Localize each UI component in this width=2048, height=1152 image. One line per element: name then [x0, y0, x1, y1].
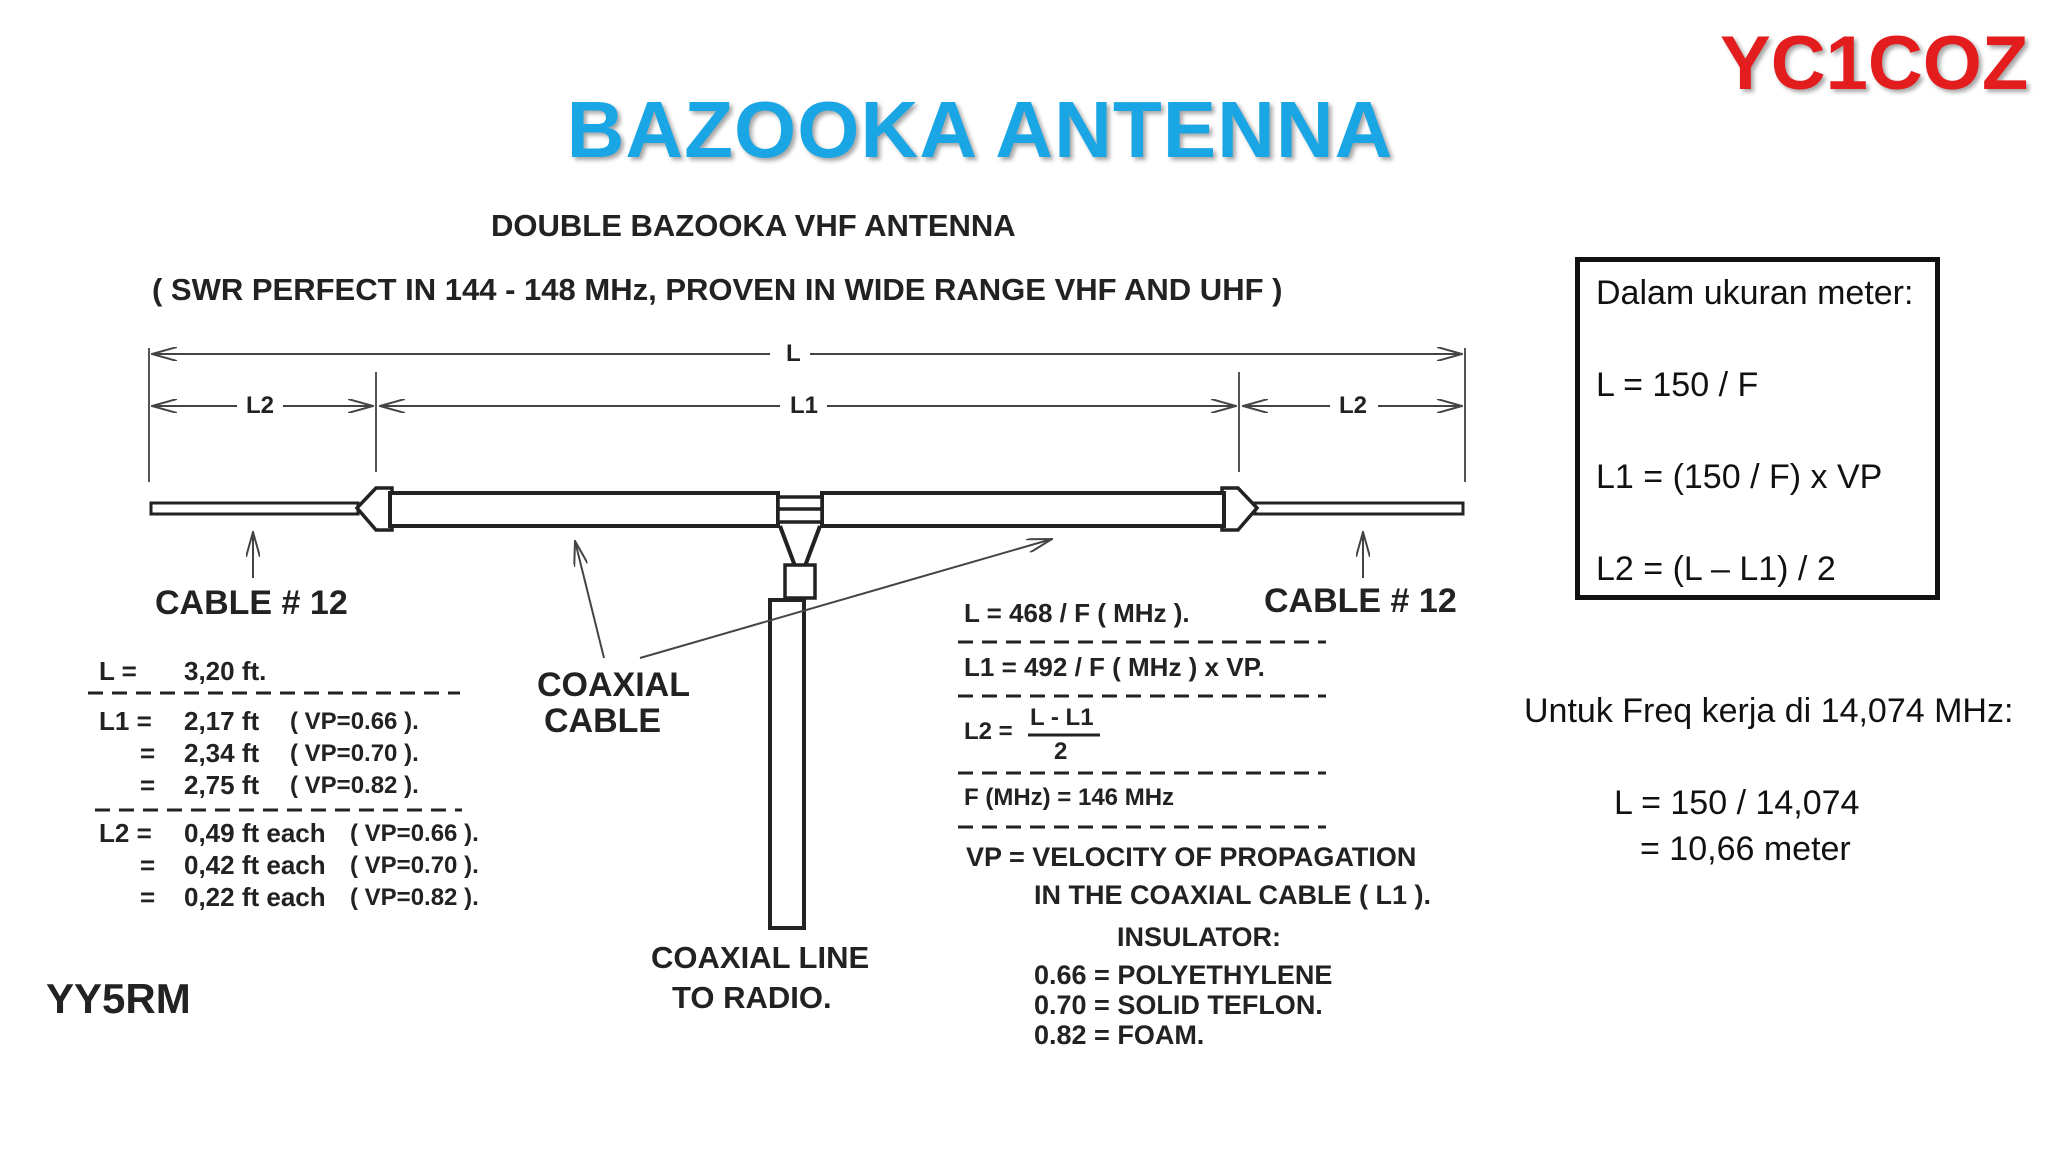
formula-L1: L1 = 492 / F ( MHz ) x VP. — [964, 652, 1265, 682]
measure-L2-value-2: 0,42 ft each — [184, 850, 326, 880]
coaxial-cable-label-line2: CABLE — [544, 702, 662, 740]
measure-L2-label-1: L2 = — [99, 818, 152, 848]
feed-connector — [785, 565, 815, 598]
coaxial-line-to-radio — [770, 600, 804, 928]
diagram-heading: DOUBLE BAZOOKA VHF ANTENNA — [491, 208, 1016, 243]
measure-L2-vp-2: ( VP=0.70 ). — [350, 852, 479, 879]
center-insulator — [778, 497, 822, 522]
measure-L2-vp-1: ( VP=0.66 ). — [350, 820, 479, 847]
formula-L2-prefix: L2 = — [964, 718, 1013, 745]
formula-box-line-1: L = 150 / F — [1596, 366, 1759, 404]
measure-L2-label-2: = — [140, 850, 156, 880]
formula-L2-numerator: L - L1 — [1030, 704, 1094, 731]
calculation-line-2: = 10,66 meter — [1640, 830, 1851, 868]
formula-F: F (MHz) = 146 MHz — [964, 784, 1175, 811]
dimension-L1-label: L1 — [784, 392, 824, 420]
measure-L2-label-3: = — [140, 882, 156, 912]
measure-L1-value-3: 2,75 ft — [184, 770, 260, 800]
calculation-line-1: L = 150 / 14,074 — [1614, 784, 1860, 822]
cable-right-label: CABLE # 12 — [1264, 582, 1457, 620]
dimension-L-label: L — [780, 340, 807, 368]
measure-L1-vp-3: ( VP=0.82 ). — [290, 772, 419, 799]
measure-L1-value-2: 2,34 ft — [184, 738, 260, 768]
measure-L1-label-3: = — [140, 770, 156, 800]
coaxial-pointer-left — [575, 541, 604, 658]
measure-L1-vp-2: ( VP=0.70 ). — [290, 740, 419, 767]
formula-box-title: Dalam ukuran meter: — [1596, 274, 1914, 312]
cable-left-label: CABLE # 12 — [155, 584, 348, 622]
insulator-item-2: 0.70 = SOLID TEFLON. — [1034, 990, 1323, 1020]
dimension-L2-right-label: L2 — [1333, 392, 1373, 420]
page-title: BAZOOKA ANTENNA — [566, 85, 1394, 174]
measure-L1-label-1: L1 = — [99, 706, 152, 736]
formula-box-line-3: L2 = (L – L1) / 2 — [1596, 550, 1836, 588]
calculation-title: Untuk Freq kerja di 14,074 MHz: — [1524, 692, 2014, 730]
coaxial-line-label-line2: TO RADIO. — [672, 980, 832, 1015]
callsign-badge: YC1COZ — [1720, 21, 2029, 106]
measure-L-label: L = — [99, 656, 137, 686]
diagram-subheading: ( SWR PERFECT IN 144 - 148 MHz, PROVEN IN WIDE RANGE VHF AND UHF ) — [152, 272, 1283, 307]
insulator-item-1: 0.66 = POLYETHYLENE — [1034, 960, 1333, 990]
measure-L-value: 3,20 ft. — [184, 656, 267, 686]
formula-box-line-2: L1 = (150 / F) x VP — [1596, 458, 1883, 496]
vp-note-line2: IN THE COAXIAL CABLE ( L1 ). — [1034, 880, 1432, 910]
vp-note-line1: VP = VELOCITY OF PROPAGATION — [966, 842, 1417, 872]
insulator-item-3: 0.82 = FOAM. — [1034, 1020, 1205, 1050]
measure-L1-label-2: = — [140, 738, 156, 768]
insulator-heading: INSULATOR: — [1117, 922, 1281, 952]
measure-L2-value-3: 0,22 ft each — [184, 882, 326, 912]
coaxial-line-label-line1: COAXIAL LINE — [651, 940, 870, 975]
formula-L2-denominator: 2 — [1054, 738, 1068, 765]
dimension-L2-left-label: L2 — [240, 392, 280, 420]
measure-L1-value-1: 2,17 ft — [184, 706, 260, 736]
formula-L: L = 468 / F ( MHz ). — [964, 598, 1190, 628]
formula-box — [1575, 257, 1940, 600]
feed-line — [780, 526, 820, 566]
coaxial-cable-label-line1: COAXIAL — [537, 666, 690, 704]
author-label: YY5RM — [46, 975, 191, 1022]
measure-L2-value-1: 0,49 ft each — [184, 818, 326, 848]
measure-L2-vp-3: ( VP=0.82 ). — [350, 884, 479, 911]
measure-L1-vp-1: ( VP=0.66 ). — [290, 708, 419, 735]
